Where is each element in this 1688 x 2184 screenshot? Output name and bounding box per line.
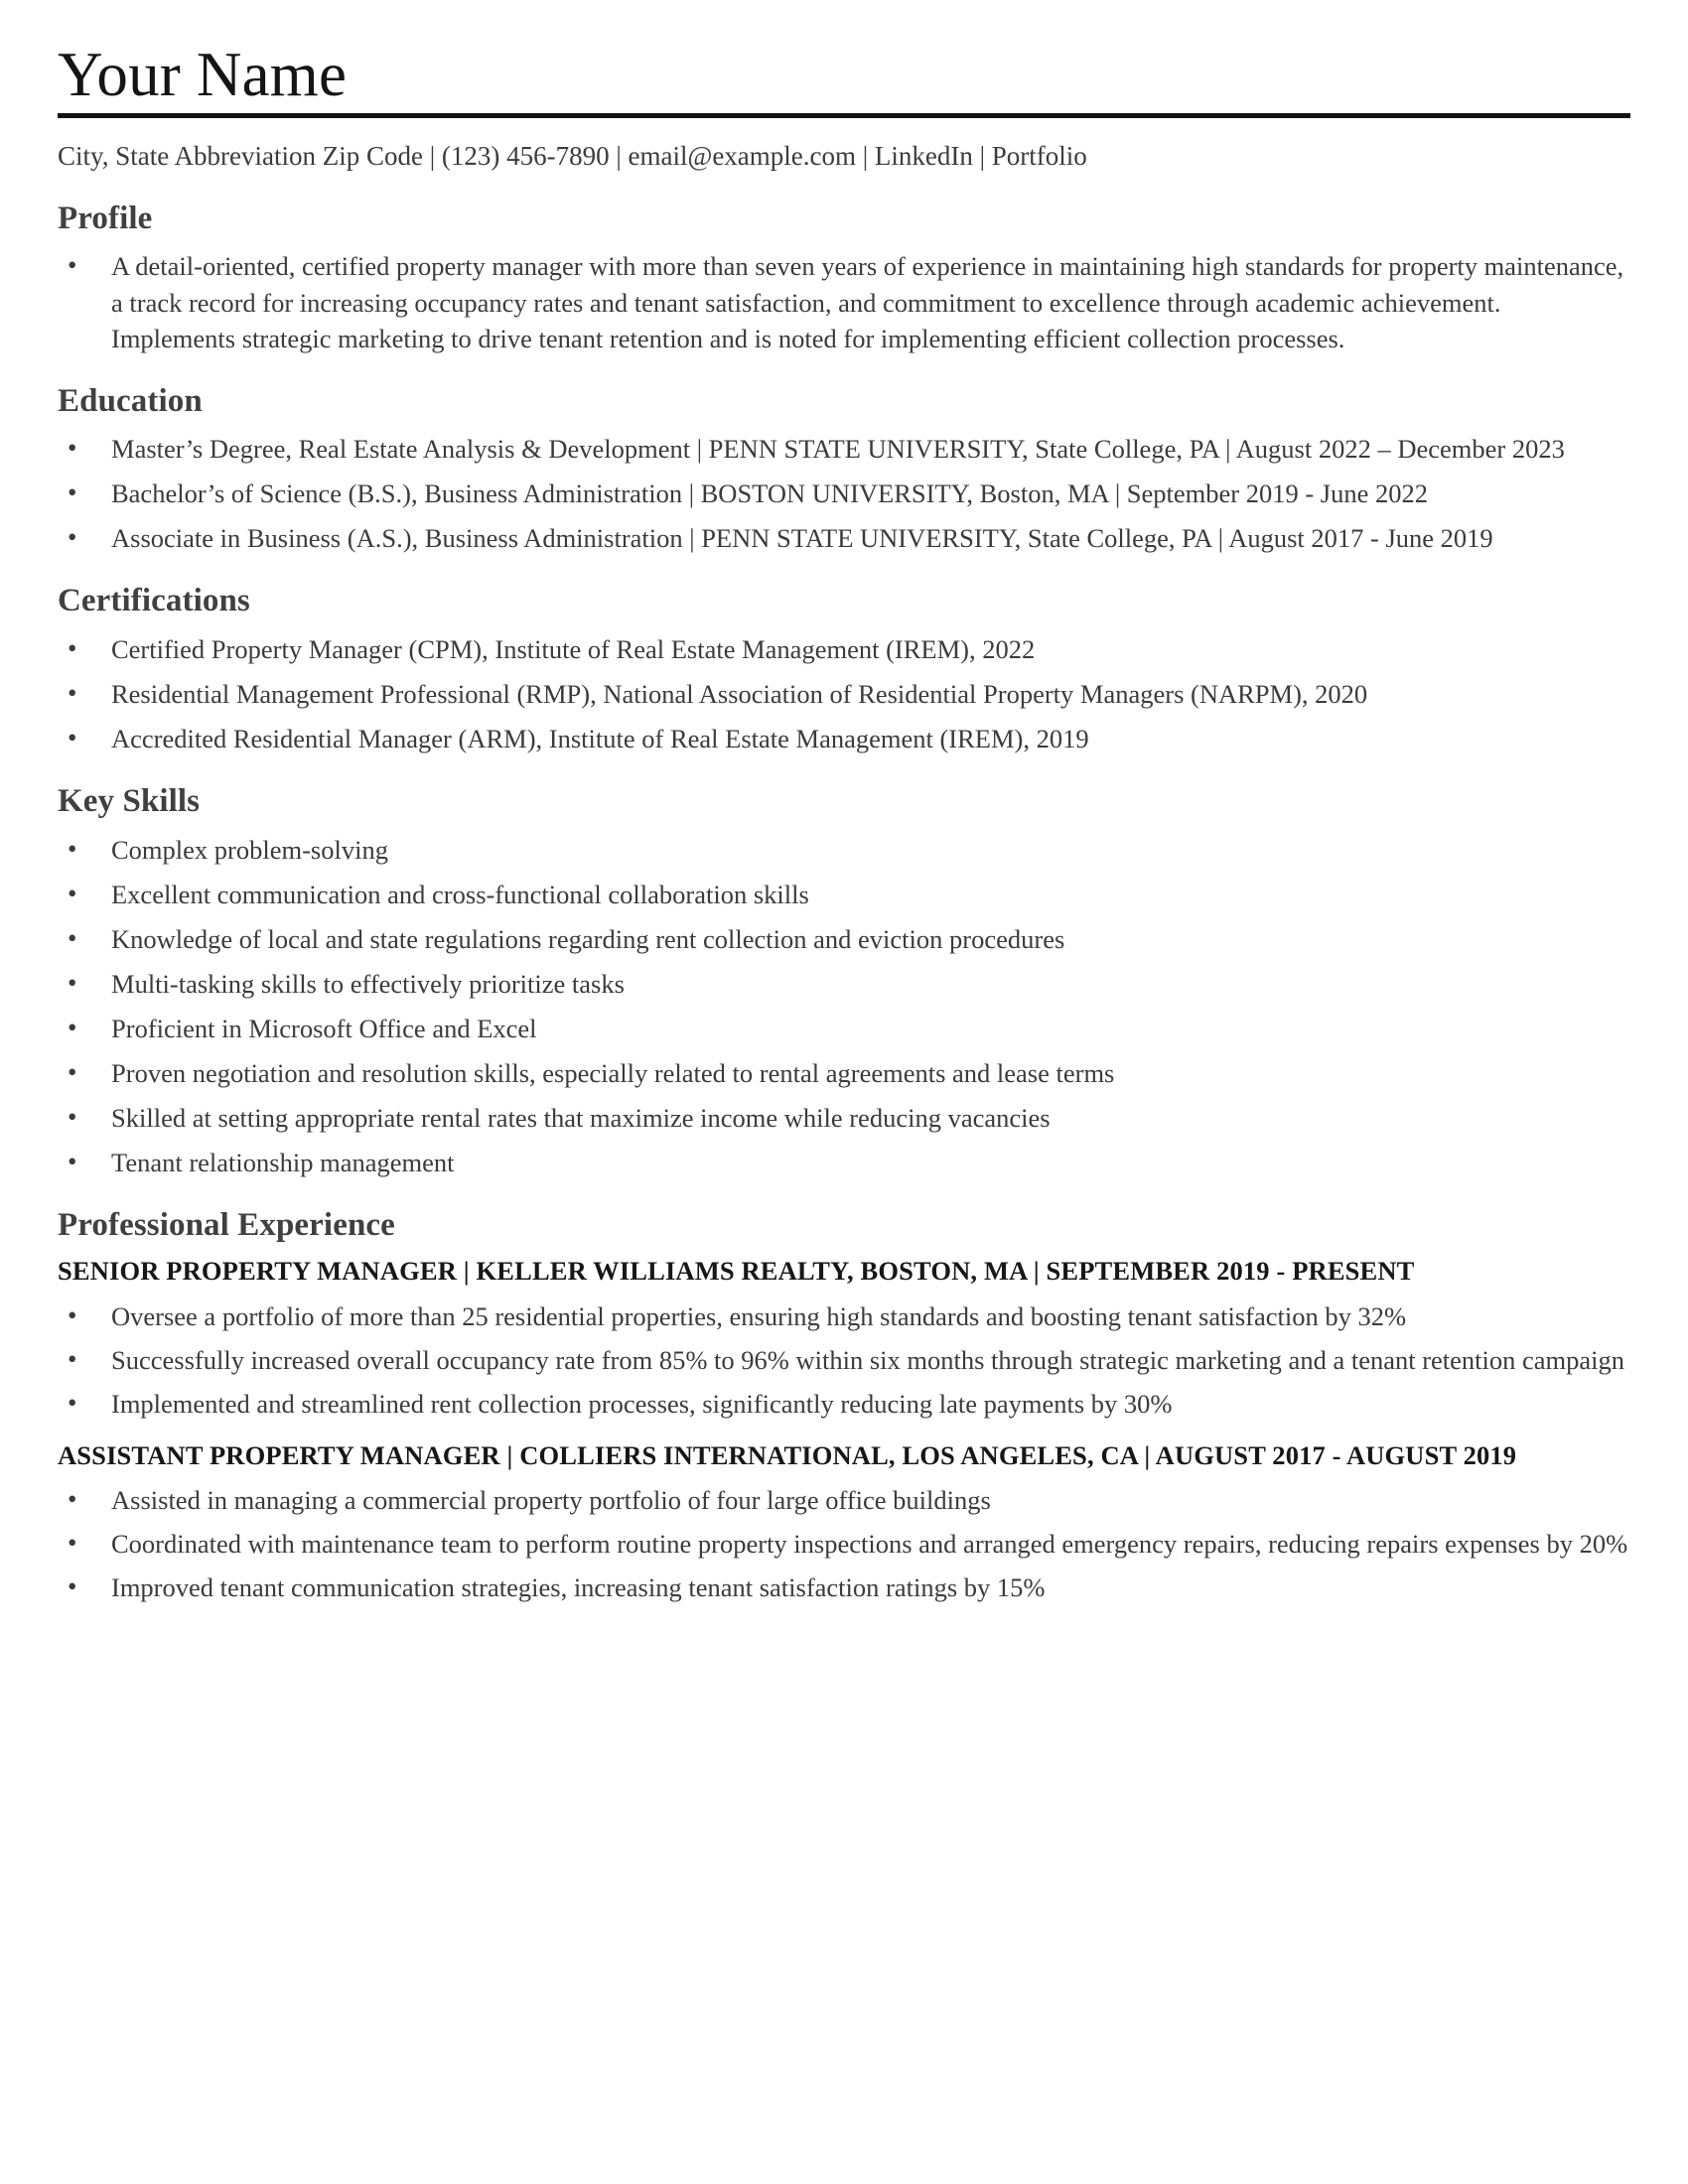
experience-entry-heading: SENIOR PROPERTY MANAGER | KELLER WILLIAMS REALTY, BOSTON, MA | SEPTEMBER 2019 - PRESENT (58, 1256, 1415, 1287)
contact-line: City, State Abbreviation Zip Code | (123) 456-7890 | email@example.com | LinkedIn | Portfolio (58, 141, 1087, 172)
section-key-skills (58, 782, 1630, 1180)
list-item: • Proficient in Microsoft Office and Excel (58, 1011, 1630, 1046)
list-item: • Assisted in managing a commercial property portfolio of four large office buildings (58, 1482, 1630, 1518)
section-title-key-skills: Key Skills (58, 782, 201, 819)
list-item: • Oversee a portfolio of more than 25 residential properties, ensuring high standards and boosting tenant satisfaction by 32% (58, 1298, 1630, 1334)
section-education (58, 382, 1630, 557)
list-item: • Excellent communication and cross-functional collaboration skills (58, 877, 1630, 912)
list-item: • Successfully increased overall occupancy rate from 85% to 96% within six months through strategic marketing and a tenant retention campaign (58, 1342, 1630, 1378)
list-item: • Multi-tasking skills to effectively prioritize tasks (58, 966, 1630, 1002)
section-title-certifications: Certifications (58, 583, 250, 619)
experience-jobs (58, 1255, 1630, 1604)
education-list (58, 431, 1630, 556)
header-divider (58, 113, 1630, 118)
experience-entry (58, 1439, 1630, 1605)
experience-entry (58, 1255, 1630, 1421)
list-item: • A detail-oriented, certified property manager with more than seven years of experience in maintaining high standards for property maintenance, a track record for increasing occupancy rates and tenant satisfaction, and commitment to excellence through academic achievement. Implements strategic marketing to drive tenant retention and is noted for implementing efficient collection processes. (58, 248, 1630, 355)
list-item: • Certified Property Manager (CPM), Institute of Real Estate Management (IREM), 2022 (58, 631, 1630, 667)
list-item: • Skilled at setting appropriate rental rates that maximize income while reducing vacancies (58, 1100, 1630, 1136)
section-title-education: Education (58, 382, 203, 419)
list-item: • Improved tenant communication strategies, increasing tenant satisfaction ratings by 15% (58, 1570, 1630, 1605)
certifications-list (58, 631, 1630, 756)
profile-list (58, 248, 1630, 355)
list-item: • Bachelor’s of Science (B.S.), Business Administration | BOSTON UNIVERSITY, Boston, MA | September 2019 - June 2022 (58, 476, 1630, 511)
list-item: • Master’s Degree, Real Estate Analysis & Development | PENN STATE UNIVERSITY, State College, PA | August 2022 – December 2023 (58, 431, 1630, 467)
list-item: • Knowledge of local and state regulations regarding rent collection and eviction procedures (58, 921, 1630, 957)
section-title-professional-experience: Professional Experience (58, 1206, 395, 1243)
experience-entry-list (58, 1298, 1630, 1422)
section-profile (58, 200, 1630, 356)
section-certifications (58, 582, 1630, 756)
list-item: • Complex problem-solving (58, 832, 1630, 868)
section-title-profile: Profile (58, 200, 153, 236)
list-item: • Residential Management Professional (RMP), National Association of Residential Property Managers (NARPM), 2020 (58, 676, 1630, 712)
list-item: • Implemented and streamlined rent collection processes, significantly reducing late payments by 30% (58, 1386, 1630, 1422)
resume-header (58, 42, 1630, 174)
list-item: • Coordinated with maintenance team to perform routine property inspections and arranged emergency repairs, reducing repairs expenses by 20% (58, 1526, 1630, 1562)
list-item: • Proven negotiation and resolution skills, especially related to rental agreements and lease terms (58, 1055, 1630, 1091)
list-item: • Accredited Residential Manager (ARM), Institute of Real Estate Management (IREM), 2019 (58, 721, 1630, 756)
list-item: • Tenant relationship management (58, 1145, 1630, 1180)
page-title: Your Name (58, 40, 348, 109)
list-item: • Associate in Business (A.S.), Business Administration | PENN STATE UNIVERSITY, State College, PA | August 2017 - June 2019 (58, 520, 1630, 556)
key-skills-list (58, 832, 1630, 1180)
experience-entry-heading: ASSISTANT PROPERTY MANAGER | COLLIERS INTERNATIONAL, LOS ANGELES, CA | AUGUST 2017 - AUGUST 2019 (58, 1439, 1517, 1470)
section-professional-experience (58, 1206, 1630, 1605)
experience-entry-list (58, 1482, 1630, 1605)
